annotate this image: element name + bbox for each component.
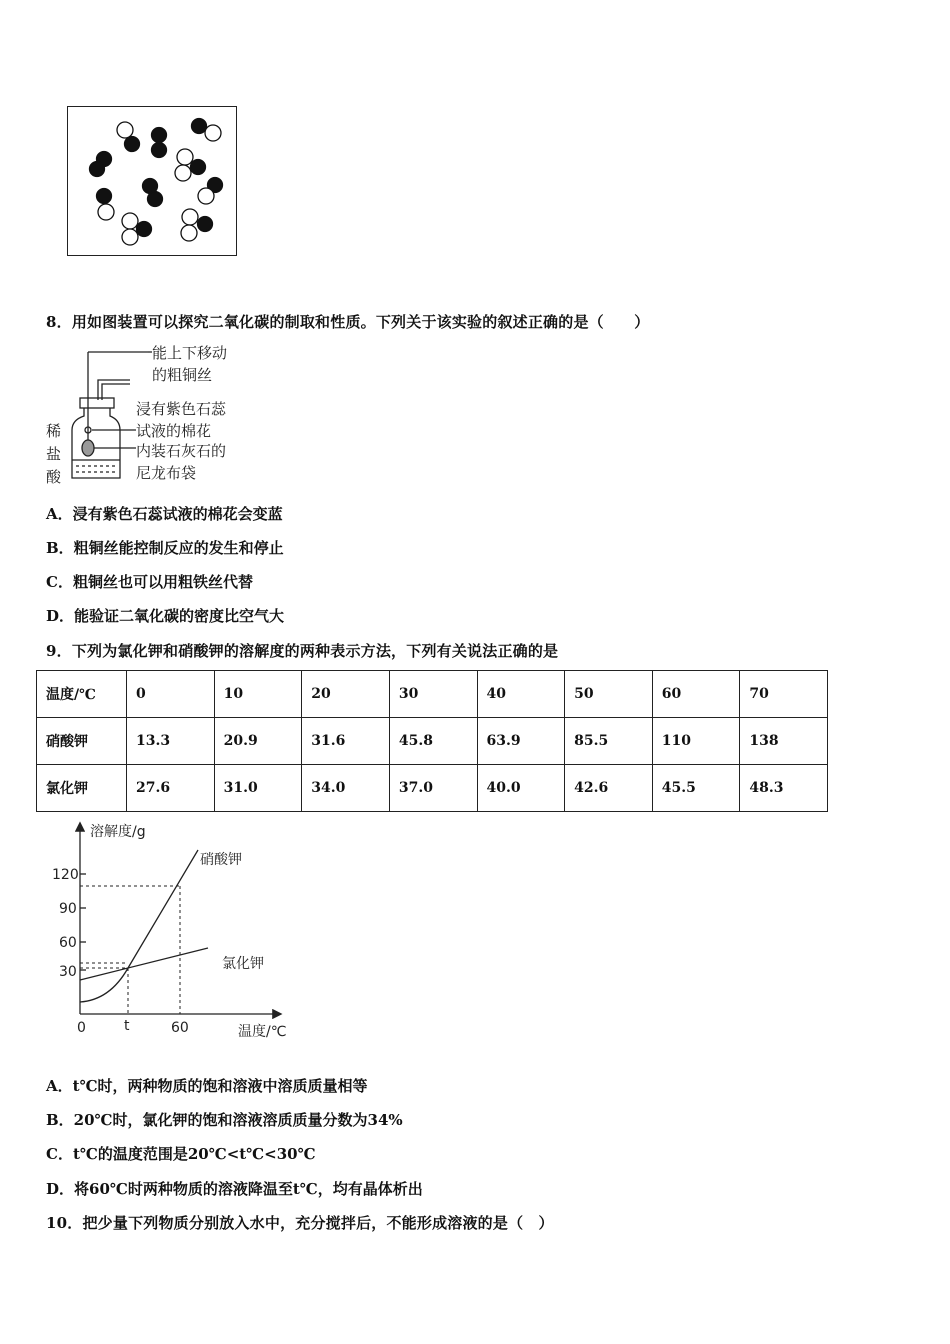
kno3-curve <box>80 850 198 1002</box>
table-cell: 63.9 <box>477 718 565 765</box>
particle-open <box>198 188 214 204</box>
table-cell: 45.5 <box>652 765 740 812</box>
bag-label-2: 尼龙布袋 <box>136 464 197 482</box>
particle-open <box>177 149 193 165</box>
bag-label-1: 内装石灰石的 <box>136 442 227 460</box>
table-header-cell: 30 <box>389 671 477 718</box>
table-cell: 硝酸钾 <box>37 718 127 765</box>
table-cell: 27.6 <box>127 765 215 812</box>
acid-label-char-1: 稀 <box>46 422 62 440</box>
table-header-cell: 温度/℃ <box>37 671 127 718</box>
kno3-curve-label: 硝酸钾 <box>200 852 242 868</box>
question-9-option-c: C．t℃的温度范围是20℃<t℃<30℃ <box>46 1145 316 1163</box>
question-9-option-a: A．t℃时，两种物质的饱和溶液中溶质质量相等 <box>46 1077 368 1095</box>
particle-filled <box>148 192 163 207</box>
question-8-option-c: C．粗铜丝也可以用粗铁丝代替 <box>46 573 253 591</box>
table-cell: 40.0 <box>477 765 565 812</box>
question-9-option-d: D．将60℃时两种物质的溶液降温至t℃，均有晶体析出 <box>46 1180 423 1198</box>
table-cell: 31.6 <box>302 718 390 765</box>
table-header-cell: 20 <box>302 671 390 718</box>
x-tick-label: 0 <box>77 1020 86 1036</box>
particle-open <box>122 229 138 245</box>
particle-open <box>182 209 198 225</box>
y-tick-label: 90 <box>59 901 77 917</box>
particle-filled <box>198 217 213 232</box>
y-tick-label: 60 <box>59 935 77 951</box>
particle-figure <box>68 107 238 257</box>
table-header-cell: 70 <box>740 671 828 718</box>
cotton-label-1: 浸有紫色石蕊 <box>136 400 227 418</box>
x-tick-label: t <box>124 1018 130 1034</box>
particle-filled <box>152 128 167 143</box>
table-cell: 37.0 <box>389 765 477 812</box>
table-cell: 48.3 <box>740 765 828 812</box>
table-header-row <box>37 671 828 718</box>
wire-label-1: 能上下移动 <box>152 344 228 362</box>
table-cell: 45.8 <box>389 718 477 765</box>
particle-open <box>122 213 138 229</box>
particle-diagram <box>67 106 237 256</box>
particle-open <box>117 122 133 138</box>
particle-filled <box>152 143 167 158</box>
table-header-cell: 60 <box>652 671 740 718</box>
table-cell: 138 <box>740 718 828 765</box>
table-cell: 110 <box>652 718 740 765</box>
co2-apparatus-figure <box>40 340 270 490</box>
cotton-label-2: 试液的棉花 <box>136 422 212 440</box>
table-header-cell: 10 <box>214 671 302 718</box>
question-8-stem: 8．用如图装置可以探究二氧化碳的制取和性质。下列关于该实验的叙述正确的是（ ） <box>46 313 650 331</box>
particle-open <box>181 225 197 241</box>
y-tick-label: 30 <box>59 964 77 980</box>
x-axis-label: 温度/℃ <box>238 1024 287 1040</box>
question-10-stem: 10．把少量下列物质分别放入水中，充分搅拌后，不能形成溶液的是（ ） <box>46 1214 554 1232</box>
question-9-option-b: B．20℃时，氯化钾的饱和溶液溶质质量分数为34% <box>46 1111 403 1129</box>
table-row-kcl <box>37 765 828 812</box>
acid-label-char-3: 酸 <box>46 468 62 486</box>
particle-filled <box>192 119 207 134</box>
question-9-stem: 9．下列为氯化钾和硝酸钾的溶解度的两种表示方法，下列有关说法正确的是 <box>46 642 559 660</box>
table-cell: 31.0 <box>214 765 302 812</box>
table-header-cell: 0 <box>127 671 215 718</box>
solubility-table <box>36 670 828 812</box>
table-cell: 13.3 <box>127 718 215 765</box>
particle-filled <box>90 162 105 177</box>
particle-filled <box>191 160 206 175</box>
y-axis-label: 溶解度/g <box>90 824 146 840</box>
table-cell: 34.0 <box>302 765 390 812</box>
particle-open <box>175 165 191 181</box>
question-8-option-d: D．能验证二氧化碳的密度比空气大 <box>46 607 285 625</box>
y-tick-label: 120 <box>52 867 79 883</box>
particle-open <box>205 125 221 141</box>
particle-open <box>98 204 114 220</box>
question-8-option-b: B．粗铜丝能控制反应的发生和停止 <box>46 539 284 557</box>
table-cell: 20.9 <box>214 718 302 765</box>
acid-label-char-2: 盐 <box>46 445 62 463</box>
kcl-curve-label: 氯化钾 <box>222 956 264 972</box>
particle-filled <box>125 137 140 152</box>
table-cell: 85.5 <box>565 718 653 765</box>
table-cell: 42.6 <box>565 765 653 812</box>
particle-filled <box>97 189 112 204</box>
table-header-cell: 40 <box>477 671 565 718</box>
table-row-kno3 <box>37 718 828 765</box>
kcl-line <box>80 948 208 980</box>
wire-label-2: 的粗铜丝 <box>152 366 213 384</box>
question-8-option-a: A．浸有紫色石蕊试液的棉花会变蓝 <box>46 505 283 523</box>
particle-filled <box>137 222 152 237</box>
table-header-cell: 50 <box>565 671 653 718</box>
solubility-graph <box>40 818 310 1046</box>
table-cell: 氯化钾 <box>37 765 127 812</box>
x-tick-label: 60 <box>171 1020 189 1036</box>
